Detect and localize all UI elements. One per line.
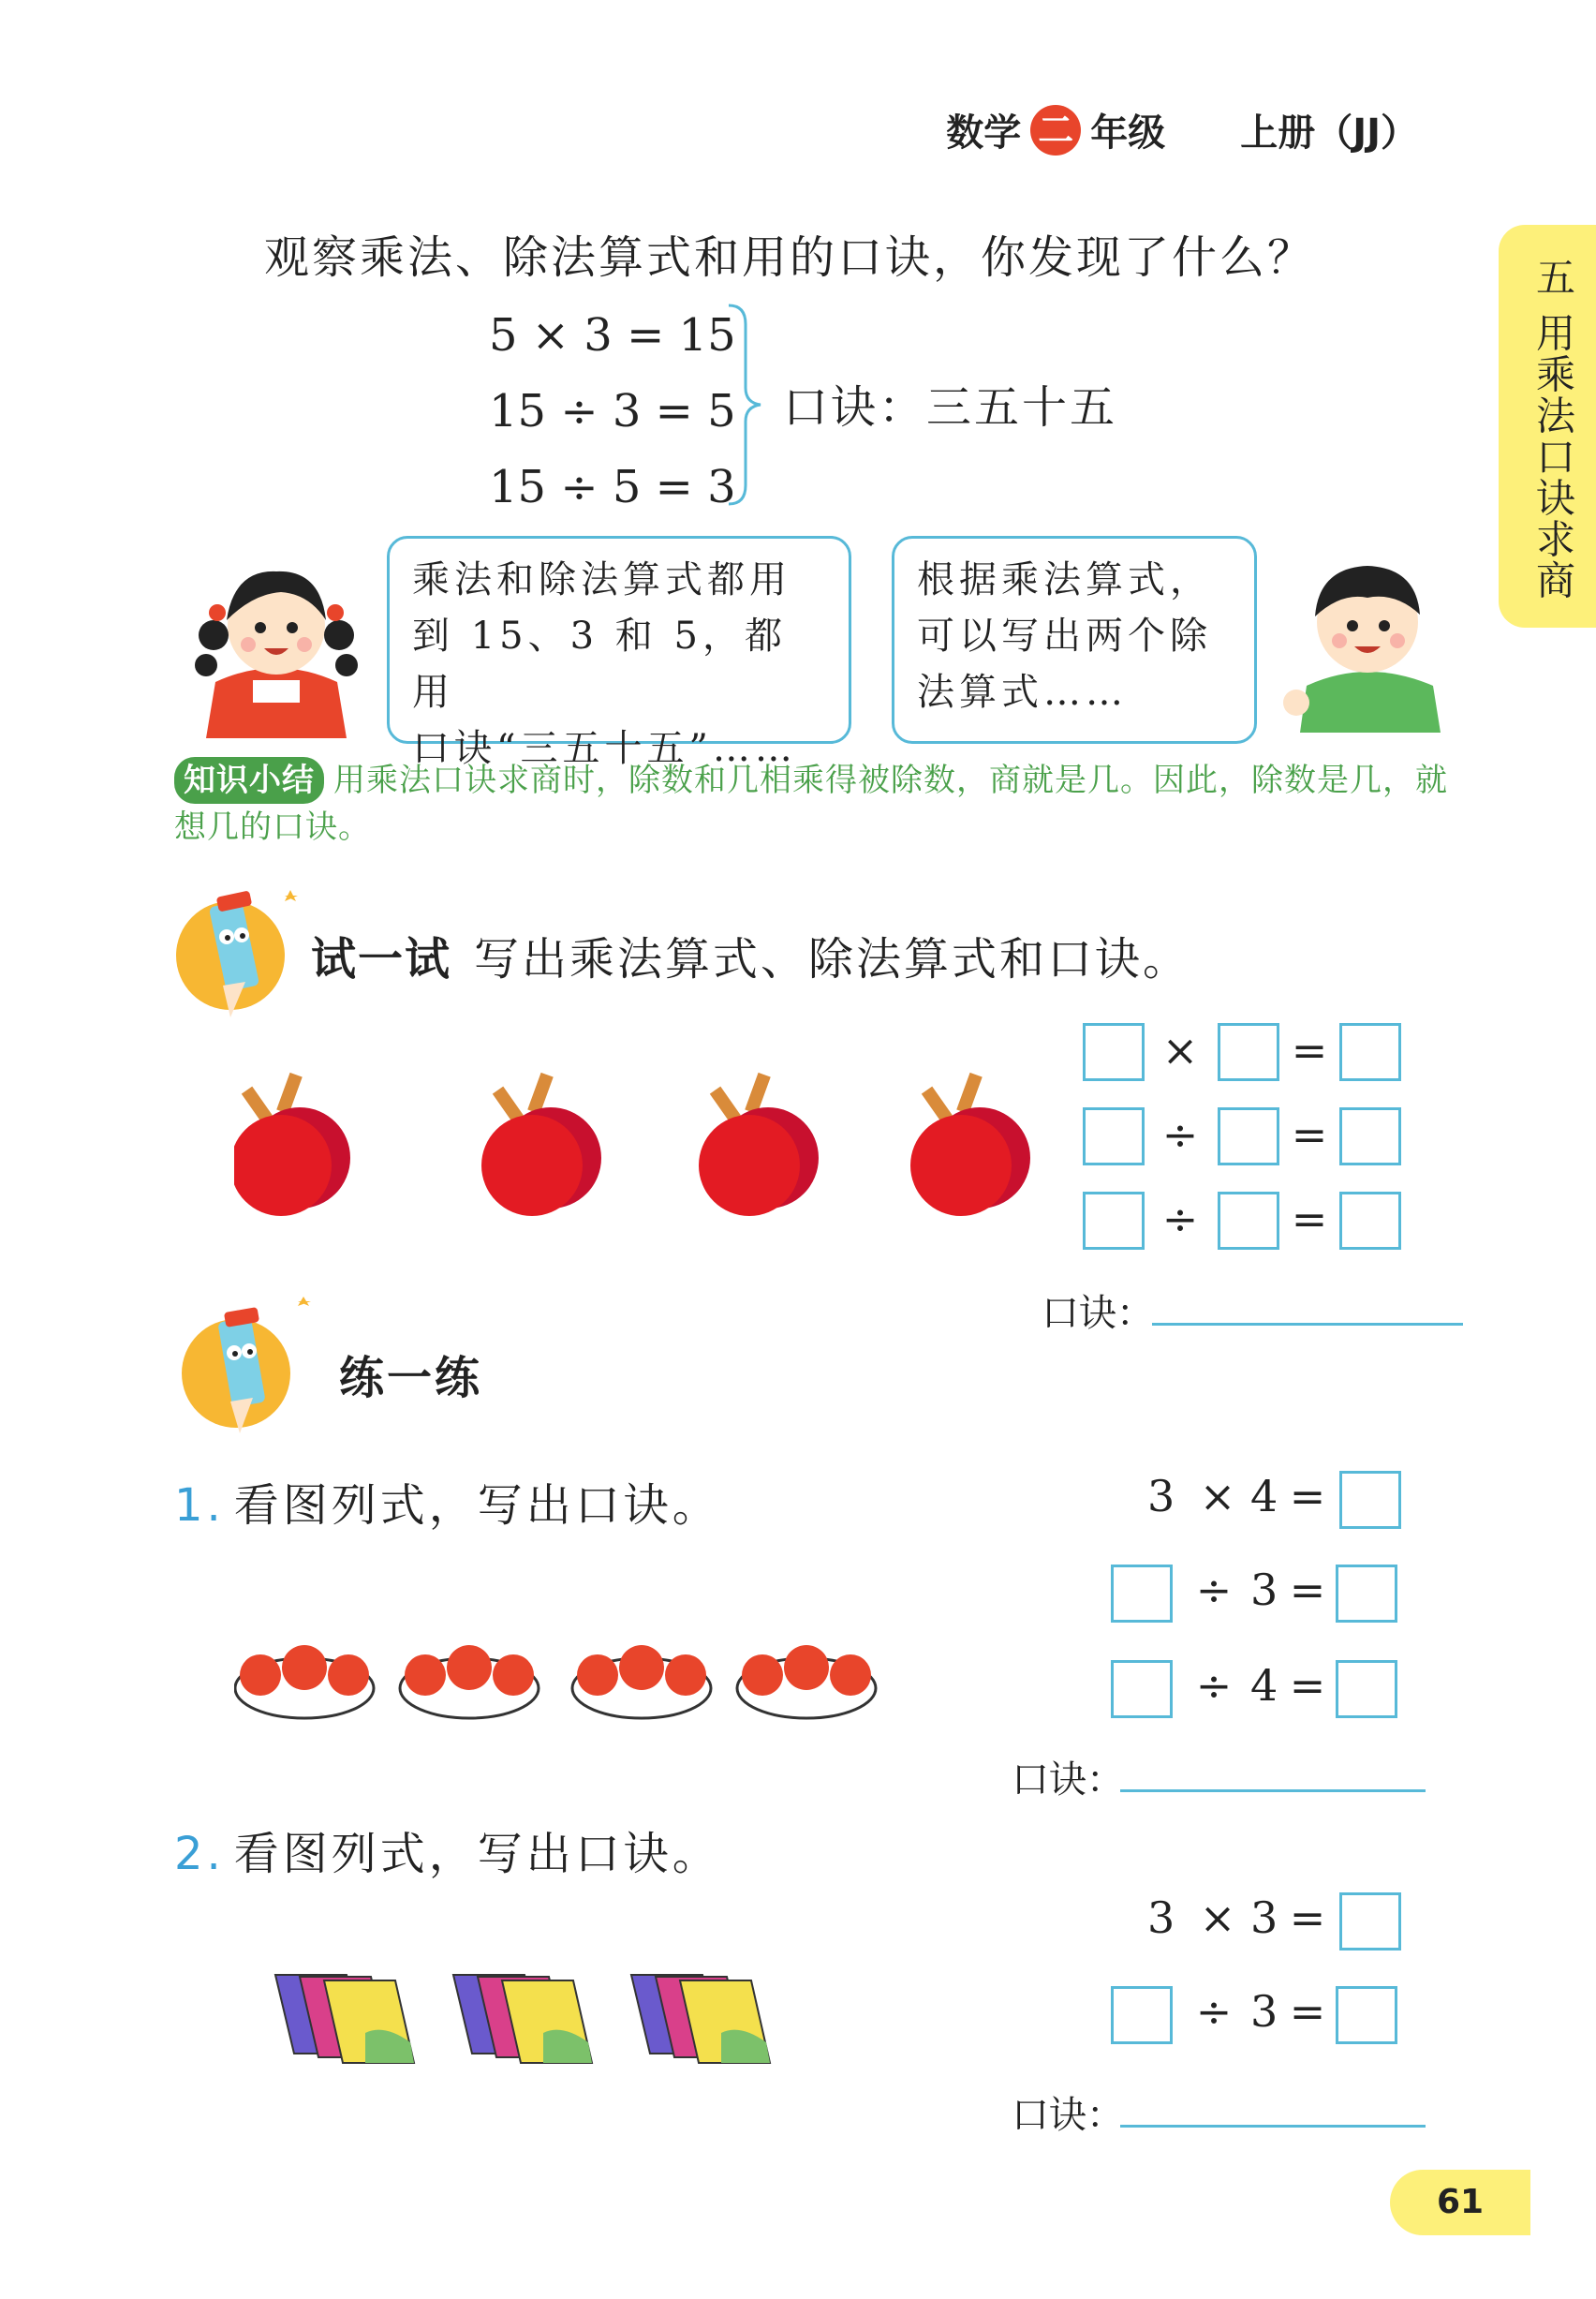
boy-line-3: 法算式…… bbox=[917, 671, 1128, 714]
brace-icon bbox=[723, 302, 770, 508]
page-number: 61 bbox=[1390, 2170, 1530, 2235]
pencil-mascot-icon bbox=[174, 1297, 324, 1437]
ping-pong-paddles-illustration bbox=[234, 1068, 1040, 1237]
q1-text: 看图列式，写出口诀。 bbox=[233, 1479, 721, 1532]
try-answer-box[interactable] bbox=[1218, 1107, 1279, 1165]
girl-speech-bubble bbox=[387, 536, 851, 770]
equation-2: 15 ÷ 3 = 5 bbox=[489, 385, 736, 438]
practice-heading: 练一练 bbox=[339, 1352, 483, 1404]
grade-suffix: 年级 bbox=[1090, 111, 1166, 155]
q2-answer-box[interactable] bbox=[1339, 1892, 1401, 1950]
q2-r2-eq: = bbox=[1289, 1986, 1326, 2037]
try-answer-box[interactable] bbox=[1083, 1192, 1145, 1250]
q2-r2-op: ÷ bbox=[1195, 1986, 1233, 2037]
intro-formula: 口诀：三五十五 bbox=[783, 381, 1118, 434]
try-answer-box[interactable] bbox=[1339, 1107, 1401, 1165]
intro-equations bbox=[489, 298, 736, 526]
q1-answer-box[interactable] bbox=[1111, 1660, 1173, 1718]
try-op-divide: ÷ bbox=[1161, 1194, 1199, 1244]
q1-formula-line[interactable] bbox=[1120, 1789, 1426, 1792]
boy-speech-bubble bbox=[892, 536, 1257, 744]
q1-r2-op: ÷ bbox=[1195, 1565, 1233, 1615]
q2-r1-eq: = bbox=[1289, 1892, 1326, 1943]
q2-answer-box[interactable] bbox=[1111, 1986, 1173, 2044]
oranges-plates-illustration bbox=[234, 1630, 890, 1733]
try-it-title: 试一试 bbox=[311, 933, 452, 986]
boy-illustration bbox=[1274, 536, 1461, 733]
q1-r1-a: 3 bbox=[1147, 1471, 1175, 1521]
q1-r2-eq: = bbox=[1289, 1565, 1326, 1615]
page-header bbox=[946, 103, 1418, 156]
q2-answer-box[interactable] bbox=[1336, 1986, 1397, 2044]
intro-question: 观察乘法、除法算式和用的口诀，你发现了什么？ bbox=[264, 231, 1316, 284]
try-op-times: × bbox=[1161, 1025, 1199, 1075]
pencil-mascot-icon bbox=[174, 881, 305, 1021]
girl-line-3: 口诀“三五十五”…… bbox=[412, 727, 797, 770]
q1-formula-label: 口诀： bbox=[1012, 1758, 1124, 1802]
girl-line-2: 到 15、3 和 5，都 用 bbox=[412, 615, 787, 714]
chapter-tab bbox=[1499, 225, 1596, 628]
equation-3: 15 ÷ 5 = 3 bbox=[489, 461, 736, 513]
q2-text: 看图列式，写出口诀。 bbox=[233, 1828, 721, 1880]
q2-formula-line[interactable] bbox=[1120, 2125, 1426, 2128]
q1-r2-b: 3 bbox=[1250, 1565, 1278, 1615]
q1-r3-op: ÷ bbox=[1195, 1660, 1233, 1711]
q2-r1-op: × bbox=[1199, 1892, 1236, 1943]
try-answer-box[interactable] bbox=[1218, 1023, 1279, 1081]
q2-formula-label: 口诀： bbox=[1012, 2094, 1124, 2137]
try-op-divide: ÷ bbox=[1161, 1109, 1199, 1160]
grade-badge: 二 bbox=[1030, 105, 1081, 156]
q1-r1-eq: = bbox=[1289, 1471, 1326, 1521]
girl-illustration bbox=[178, 541, 375, 738]
try-equals: = bbox=[1291, 1025, 1328, 1075]
book-label: 上册（JJ） bbox=[1240, 111, 1418, 155]
try-formula-label: 口诀： bbox=[1042, 1292, 1154, 1335]
q2-r1-b: 3 bbox=[1250, 1892, 1278, 1943]
boy-line-1: 根据乘法算式， bbox=[917, 558, 1212, 601]
q2-number: 2. bbox=[174, 1828, 225, 1880]
practice-q1 bbox=[174, 1469, 721, 1534]
q1-r1-b: 4 bbox=[1250, 1471, 1278, 1521]
try-equals: = bbox=[1291, 1109, 1328, 1160]
practice-q2 bbox=[174, 1817, 721, 1882]
girl-line-1: 乘法和除法算式都用 bbox=[412, 558, 791, 601]
q2-r1-a: 3 bbox=[1147, 1892, 1175, 1943]
try-it-heading bbox=[311, 923, 1190, 987]
try-answer-box[interactable] bbox=[1339, 1023, 1401, 1081]
books-illustration bbox=[272, 1967, 815, 2070]
summary-tag: 知识小结 bbox=[174, 757, 324, 804]
q2-r2-b: 3 bbox=[1250, 1986, 1278, 2037]
q1-answer-box[interactable] bbox=[1336, 1660, 1397, 1718]
knowledge-summary bbox=[174, 757, 1457, 851]
chapter-tab-label: 五 用乘法口诀求商 bbox=[1530, 257, 1576, 601]
q1-answer-box[interactable] bbox=[1111, 1565, 1173, 1623]
q1-number: 1. bbox=[174, 1479, 225, 1532]
summary-text: 用乘法口诀求商时，除数和几相乘得被除数，商就是几。因此，除数是几，就想几的口诀。 bbox=[174, 762, 1448, 846]
equation-1: 5 × 3 = 15 bbox=[489, 309, 736, 362]
try-answer-box[interactable] bbox=[1083, 1023, 1145, 1081]
q1-r3-b: 4 bbox=[1250, 1660, 1278, 1711]
try-formula-line[interactable] bbox=[1152, 1323, 1463, 1326]
try-it-instruction: 写出乘法算式、除法算式和口诀。 bbox=[474, 933, 1191, 986]
subject-label: 数学 bbox=[946, 111, 1022, 155]
try-answer-box[interactable] bbox=[1339, 1192, 1401, 1250]
boy-line-2: 可以写出两个除 bbox=[917, 615, 1212, 658]
q1-answer-box[interactable] bbox=[1336, 1565, 1397, 1623]
try-answer-box[interactable] bbox=[1083, 1107, 1145, 1165]
try-equals: = bbox=[1291, 1194, 1328, 1244]
q1-answer-box[interactable] bbox=[1339, 1471, 1401, 1529]
q1-r1-op: × bbox=[1199, 1471, 1236, 1521]
try-answer-box[interactable] bbox=[1218, 1192, 1279, 1250]
q1-r3-eq: = bbox=[1289, 1660, 1326, 1711]
